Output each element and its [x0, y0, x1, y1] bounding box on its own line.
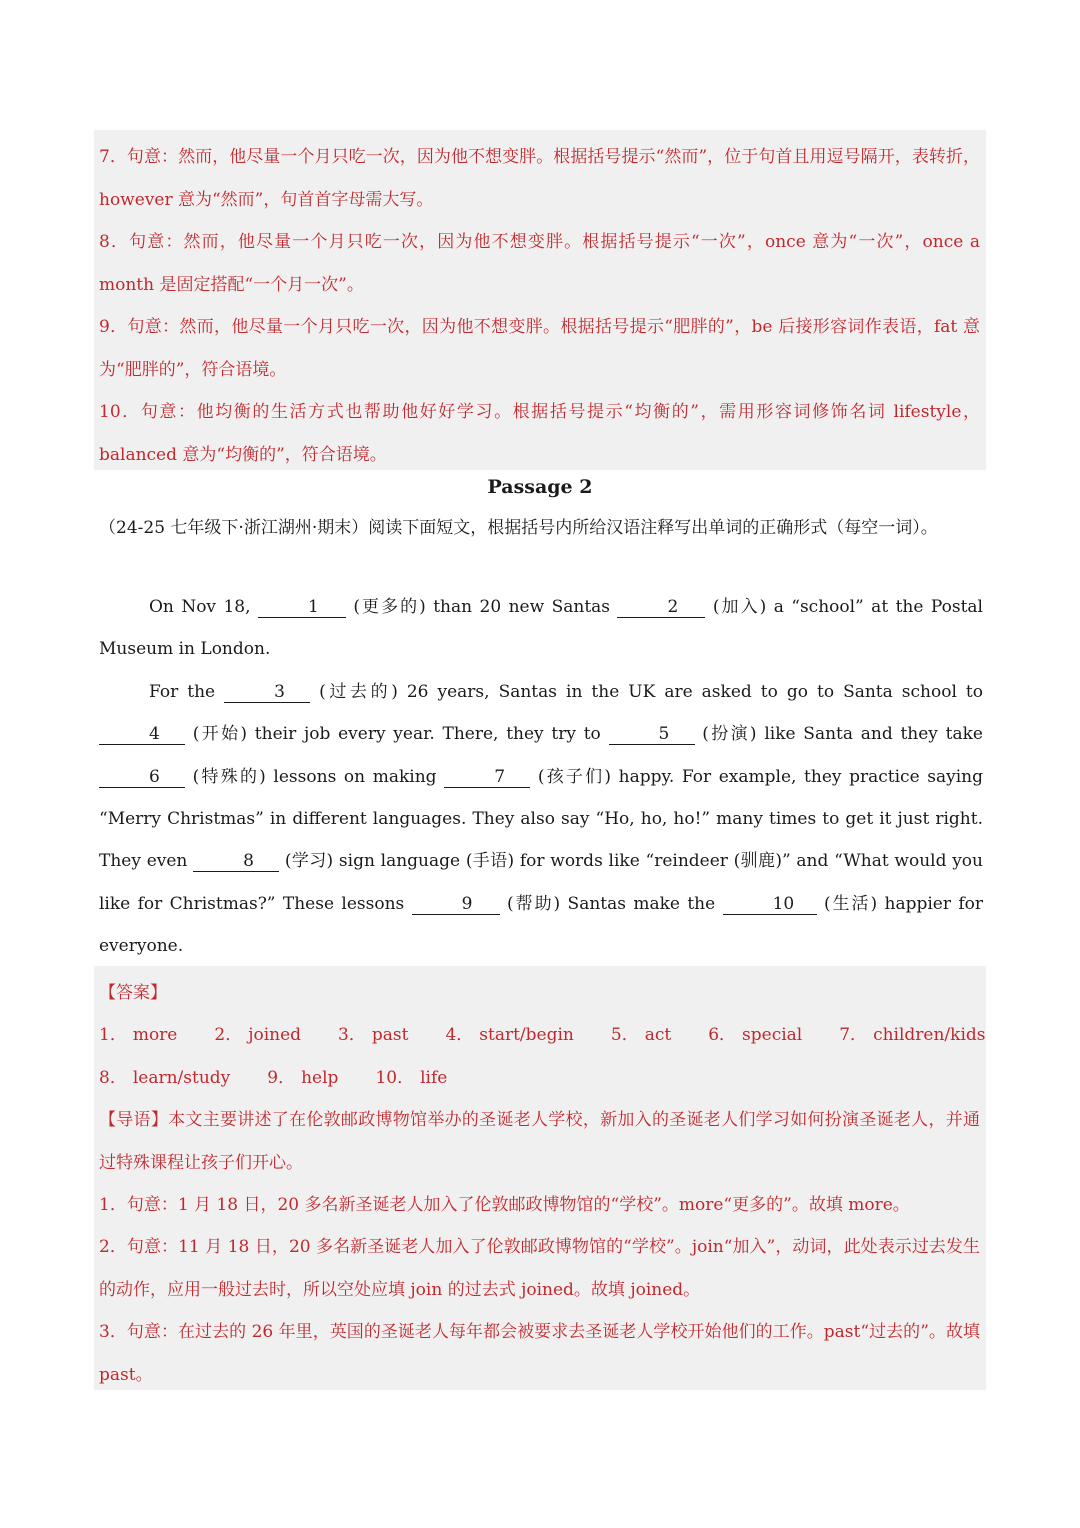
answer-text: more — [132, 1025, 178, 1046]
text-run: (过去的) 26 years, Santas in the UK are asked to go to Santa school to — [310, 681, 983, 702]
blank-8: 8 — [193, 851, 279, 872]
text-run: (学习) sign language (手语) for words like “reindeer (驯鹿)” and “What would you like for Christmas?” These lessons — [99, 851, 983, 914]
text-run: (加入) a “school” at the Postal Museum in London. — [99, 597, 983, 660]
guide-text: 【导语】本文主要讲述了在伦敦邮政博物馆举办的圣诞老人学校，新加入的圣诞老人们学习如何扮演圣诞老人，并通过特殊课程让孩子们开心。 — [99, 1110, 980, 1173]
answer-number: 5． — [610, 1025, 639, 1046]
text-run: (开始) their job every year. There, they try to — [185, 724, 609, 745]
blank-7: 7 — [444, 767, 530, 788]
explanation-box-top — [94, 130, 986, 470]
answer-text: start/begin — [479, 1025, 574, 1046]
answer-item — [708, 1014, 802, 1056]
answer-section — [99, 972, 986, 1396]
answer-box — [94, 966, 986, 1390]
answer-item — [214, 1014, 301, 1056]
answer-item — [375, 1057, 447, 1099]
answer-item — [99, 1057, 230, 1099]
answer-text: children/kids — [873, 1025, 986, 1046]
answer-number: 3． — [338, 1025, 366, 1046]
blank-6: 6 — [99, 767, 185, 788]
answer-number: 9． — [267, 1067, 296, 1088]
answer-number: 4． — [445, 1025, 474, 1046]
answer-item — [445, 1014, 573, 1056]
blank-9: 9 — [412, 894, 500, 915]
text-run: (帮助) Santas make the — [499, 893, 723, 914]
answer-text: joined — [248, 1025, 302, 1046]
answer-number: 8． — [99, 1067, 127, 1088]
answer-text: past — [371, 1025, 409, 1046]
answer-number: 7． — [839, 1025, 868, 1046]
answer-item — [611, 1014, 671, 1056]
passage-text — [99, 586, 983, 968]
passage-title: Passage 2 — [487, 476, 593, 498]
text-run: (孩子们) happy. For example, they practice saying “Merry Christmas” in different languages. They also say “Ho, ho, ho!” many times to get it just right. They even — [99, 766, 983, 872]
text-run: (更多的) than 20 new Santas — [345, 597, 618, 617]
explanation-item: 8．句意：然而，他尽量一个月只吃一次，因为他不想变胖。根据括号提示“一次”，once 意为“一次”，once a month 是固定搭配“一个月一次”。 — [99, 232, 980, 295]
text-run: (扮演) like Santa and they take — [694, 724, 983, 745]
text-run: For the — [149, 681, 225, 702]
passage-paragraph-2 — [99, 671, 983, 968]
blank-1: 1 — [258, 597, 346, 618]
answer-number: 10． — [375, 1067, 415, 1088]
blank-10: 10 — [723, 894, 817, 915]
text-run: (特殊的) lessons on making — [185, 766, 445, 787]
answer-number: 2． — [214, 1025, 243, 1046]
explanation-item: 10．句意：他均衡的生活方式也帮助他好好学习。根据括号提示“均衡的”，需用形容词修饰名词 lifestyle，balanced 意为“均衡的”，符合语境。 — [99, 402, 980, 465]
answer-row-2 — [99, 1057, 980, 1099]
answer-row-1 — [99, 1014, 986, 1056]
answer-text: learn/study — [132, 1067, 231, 1088]
answer-number: 6． — [708, 1025, 737, 1046]
text-run: On Nov 18, — [149, 597, 258, 617]
explanation-item: 7．句意：然而，他尽量一个月只吃一次，因为他不想变胖。根据括号提示“然而”，位于句首且用逗号隔开，表转折，however 意为“然而”，句首首字母需大写。 — [99, 147, 980, 210]
blank-2: 2 — [617, 597, 705, 618]
answer-text: help — [301, 1067, 339, 1088]
explanation-item: 9．句意：然而，他尽量一个月只吃一次，因为他不想变胖。根据括号提示“肥胖的”，be 后接形容词作表语，fat 意为“肥胖的”，符合语境。 — [99, 317, 980, 380]
answer-item — [839, 1014, 985, 1056]
answer-number: 1． — [99, 1025, 127, 1046]
passage-paragraph-1 — [99, 586, 983, 671]
explanation-item: 2．句意：11 月 18 日，20 多名新圣诞老人加入了伦敦邮政博物馆的“学校”。join“加入”，动词，此处表示过去发生的动作，应用一般过去时，所以空处应填 join 的过去式 joined。故填 joined。 — [99, 1237, 980, 1300]
blank-5: 5 — [609, 724, 695, 745]
explanation-item: 1．句意：1 月 18 日，20 多名新圣诞老人加入了伦敦邮政博物馆的“学校”。more“更多的”。故填 more。 — [99, 1195, 910, 1216]
explanations-top — [99, 136, 980, 476]
answer-text: special — [742, 1025, 803, 1046]
text-run: (生活) happier for everyone. — [99, 893, 983, 957]
answer-item — [267, 1057, 338, 1099]
answer-text: act — [644, 1025, 672, 1046]
passage-instructions: （24-25 七年级下·浙江湖州·期末）阅读下面短文，根据括号内所给汉语注释写出单词的正确形式（每空一词）。 — [99, 518, 938, 538]
answer-item — [99, 1014, 177, 1056]
answer-text: life — [420, 1067, 448, 1088]
answer-item — [338, 1014, 408, 1056]
blank-3: 3 — [224, 682, 310, 703]
explanation-item: 3．句意：在过去的 26 年里，英国的圣诞老人每年都会被要求去圣诞老人学校开始他们的工作。past“过去的”。故填 past。 — [99, 1322, 980, 1385]
blank-4: 4 — [99, 724, 185, 745]
answer-heading: 【答案】 — [99, 983, 167, 1003]
